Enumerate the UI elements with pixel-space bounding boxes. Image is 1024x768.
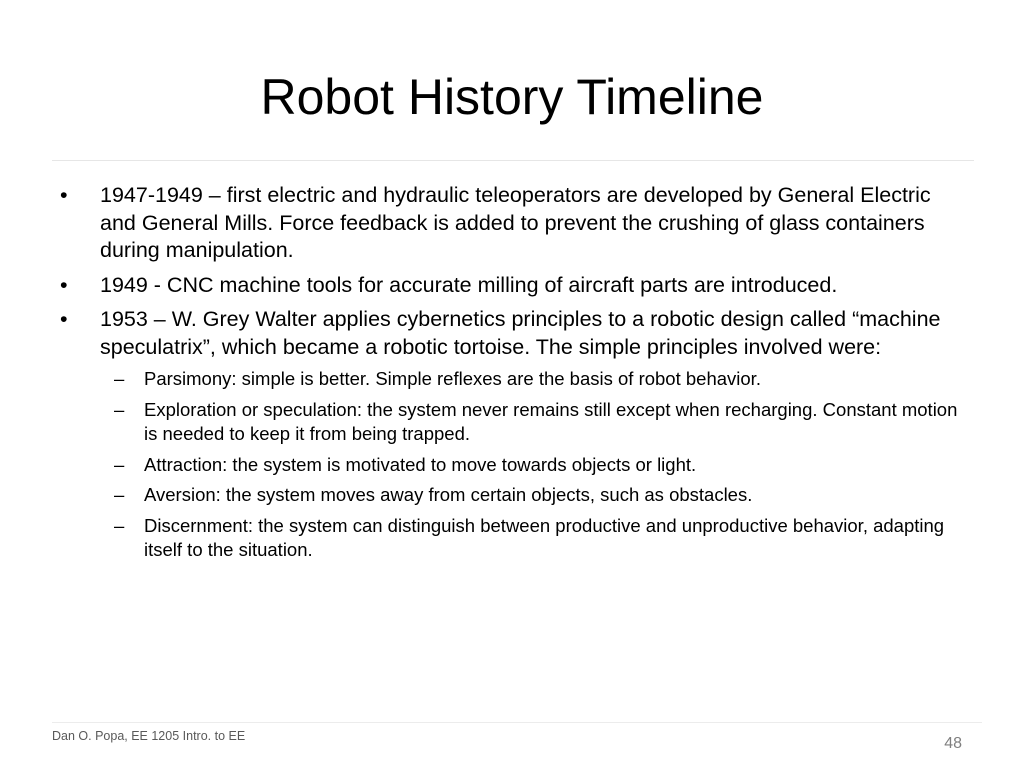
sub-bullet-text: Parsimony: simple is better. Simple reflexes are the basis of robot behavior.: [144, 368, 761, 389]
sub-bullet-item: [100, 453, 968, 478]
title-divider: [52, 160, 974, 161]
sub-bullet-text: Attraction: the system is motivated to move towards objects or light.: [144, 453, 697, 475]
bullet-item: [58, 182, 968, 265]
sub-bullet-text: Exploration or speculation: the system never remains still except when recharging. Constant motion is needed to keep it from being trapped.: [144, 398, 958, 444]
bullet-item: [58, 272, 968, 300]
bullet-list: [58, 182, 968, 563]
sub-bullet-marker: –: [114, 368, 125, 389]
sub-bullet-marker: –: [114, 453, 125, 475]
bullet-item: [58, 306, 968, 563]
bullet-text: 1947-1949 – first electric and hydraulic teleoperators are developed by General Electric and General Mills. Force feedback is added to prevent the crushing of glass containers during manipulation.: [100, 183, 931, 262]
sub-bullet-text: Aversion: the system moves away from certain objects, such as obstacles.: [144, 484, 753, 505]
sub-bullet-marker: –: [114, 398, 125, 420]
footer-divider: [52, 722, 982, 723]
sub-bullet-marker: –: [114, 514, 125, 536]
bullet-marker: •: [60, 272, 68, 297]
bullet-marker: •: [60, 183, 68, 207]
sub-bullet-item: [100, 367, 968, 392]
sub-bullet-marker: –: [114, 484, 125, 505]
sub-bullet-list: [100, 367, 968, 563]
sub-bullet-item: [100, 398, 968, 447]
sub-bullet-item: [100, 483, 968, 508]
slide-title: Robot History Timeline: [260, 69, 764, 125]
footer-text: Dan O. Popa, EE 1205 Intro. to EE: [52, 729, 246, 743]
bullet-text: 1949 - CNC machine tools for accurate milling of aircraft parts are introduced.: [100, 272, 838, 297]
bullet-marker: •: [60, 307, 68, 331]
bullet-text: 1953 – W. Grey Walter applies cybernetics principles to a robotic design called “machine speculatrix”, which became a robotic tortoise. The simple principles involved were:: [100, 307, 941, 359]
sub-bullet-item: [100, 514, 968, 563]
page-number: 48: [944, 735, 962, 752]
slide-content: [58, 182, 968, 570]
sub-bullet-text: Discernment: the system can distinguish between productive and unproductive behavior, adapting itself to the situation.: [144, 514, 945, 560]
